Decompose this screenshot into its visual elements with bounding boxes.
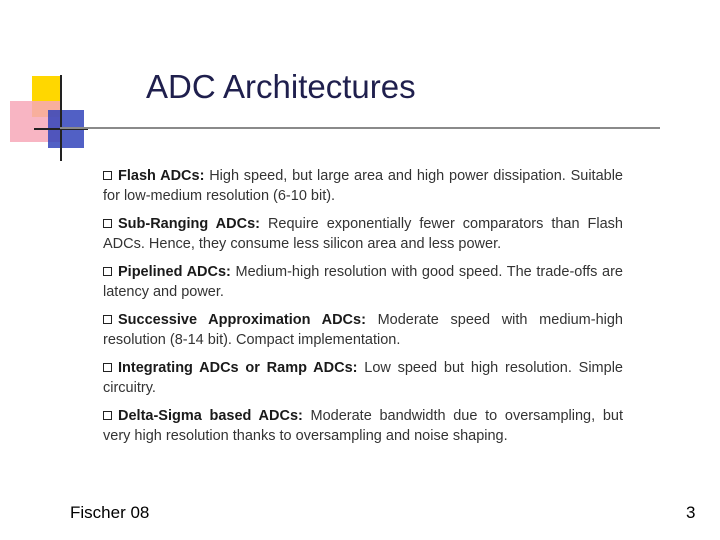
- item-text: High speed, but large area and high power dissipation. Suitable for low-medium resolution (6-10 bit).: [103, 168, 623, 204]
- item-text: Medium-high resolution with good speed. The trade-offs are latency and power.: [103, 264, 623, 300]
- list-item: [103, 310, 623, 350]
- checkbox-bullet-icon: [103, 363, 112, 372]
- checkbox-bullet-icon: [103, 219, 112, 228]
- bullet-list: [103, 166, 623, 454]
- list-item: [103, 358, 623, 398]
- footer-author: Fischer 08: [70, 503, 150, 522]
- item-term: Sub-Ranging ADCs:: [118, 216, 260, 232]
- checkbox-bullet-icon: [103, 267, 112, 276]
- logo-vertical-line: [60, 75, 62, 161]
- item-text: Moderate bandwidth due to oversampling, but very high resolution thanks to oversampling and noise shaping.: [103, 408, 623, 444]
- list-item: [103, 262, 623, 302]
- item-text: Require exponentially fewer comparators than Flash ADCs. Hence, they consume less silicon area and less power.: [103, 216, 623, 252]
- checkbox-bullet-icon: [103, 411, 112, 420]
- item-term: Delta-Sigma based ADCs:: [118, 408, 303, 424]
- item-term: Successive Approximation ADCs:: [118, 312, 366, 328]
- list-item: [103, 214, 623, 254]
- item-text: Low speed but high resolution. Simple circuitry.: [103, 360, 623, 396]
- checkbox-bullet-icon: [103, 171, 112, 180]
- item-term: Integrating ADCs or Ramp ADCs:: [118, 360, 358, 376]
- slide-title: ADC Architectures: [146, 68, 416, 105]
- list-item: [103, 406, 623, 446]
- checkbox-bullet-icon: [103, 315, 112, 324]
- page-number: 3: [686, 503, 696, 522]
- title-rule: [60, 127, 660, 129]
- item-term: Flash ADCs:: [118, 168, 205, 184]
- item-term: Pipelined ADCs:: [118, 264, 231, 280]
- list-item: [103, 166, 623, 206]
- item-text: Moderate speed with medium-high resolution (8-14 bit). Compact implementation.: [103, 312, 623, 348]
